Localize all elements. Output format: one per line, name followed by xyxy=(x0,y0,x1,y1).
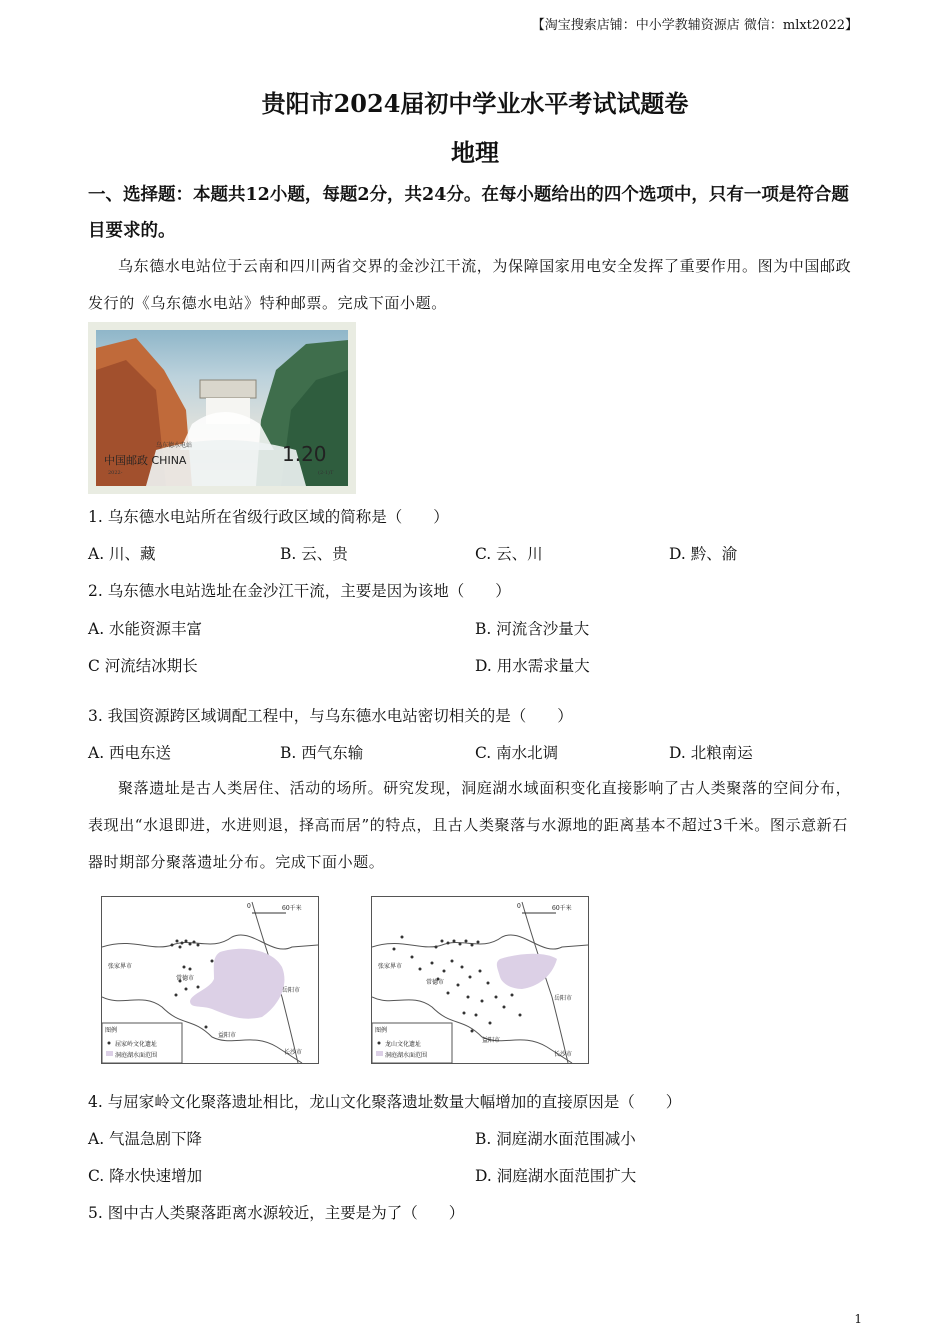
q4-option-d[interactable]: D. 洞庭湖水面范围扩大 xyxy=(475,1167,637,1185)
q3-option-c[interactable]: C. 南水北调 xyxy=(475,744,559,762)
map1-city-yueyang: 岳阳市 xyxy=(282,987,301,994)
map2-scale: 60千米 xyxy=(552,905,572,912)
stamp-code: (2-1)T xyxy=(318,470,334,476)
question-5: 5. 图中古人类聚落距离水源较近，主要是为了（ ） xyxy=(88,1204,465,1222)
map-longshan xyxy=(371,896,589,1064)
question-3: 3. 我国资源跨区域调配工程中，与乌东德水电站密切相关的是（ ） xyxy=(88,707,573,725)
q2-option-a[interactable]: A. 水能资源丰富 xyxy=(88,620,203,638)
stamp-caption: 乌东德水电站 xyxy=(156,442,193,449)
q1-option-c[interactable]: C. 云、川 xyxy=(475,545,543,563)
map1-city-changsha: 长沙市 xyxy=(284,1049,303,1056)
q2-option-b[interactable]: B. 河流含沙量大 xyxy=(475,620,590,638)
map1-scale-zero: 0 xyxy=(247,903,251,910)
map1-scale: 60千米 xyxy=(282,905,302,912)
question-4: 4. 与屈家岭文化聚落遗址相比，龙山文化聚落遗址数量大幅增加的直接原因是（ ） xyxy=(88,1093,682,1111)
map1-legend-lake: 洞庭湖水面范围 xyxy=(115,1052,158,1059)
map2-city-yiyang: 益阳市 xyxy=(482,1037,501,1044)
exam-title: 贵阳市2024届初中学业水平考试试题卷 xyxy=(261,89,689,118)
q4-option-c[interactable]: C. 降水快速增加 xyxy=(88,1167,203,1185)
q3-option-b[interactable]: B. 西气东输 xyxy=(280,744,364,762)
stamp-year: 2022- xyxy=(108,470,123,476)
q3-option-a[interactable]: A. 西电东送 xyxy=(88,744,172,762)
q1-option-d[interactable]: D. 黔、渝 xyxy=(669,545,738,563)
passage-hydropower: 乌东德水电站位于云南和四川两省交界的金沙江干流，为保障国家用电安全发挥了重要作用。图为中国邮政发行的《乌东德水电站》特种邮票。完成下面小题。 xyxy=(88,257,852,312)
question-2: 2. 乌东德水电站选址在金沙江干流，主要是因为该地（ ） xyxy=(88,582,511,600)
stamp-image xyxy=(88,322,356,494)
map1-legend-title: 图例 xyxy=(105,1027,118,1034)
map2-city-zhangjiajie: 张家界市 xyxy=(378,963,403,970)
map2-legend-site: 龙山文化遗址 xyxy=(385,1041,422,1048)
q4-option-a[interactable]: A. 气温急剧下降 xyxy=(88,1130,203,1148)
header-note: 【淘宝搜索店铺：中小学教辅资源店 微信：mlxt2022】 xyxy=(531,18,858,33)
map1-legend-site: 屈家岭文化遗址 xyxy=(115,1041,158,1048)
map2-city-changde: 常德市 xyxy=(426,979,445,986)
map1-city-yiyang: 益阳市 xyxy=(218,1032,237,1039)
q4-option-b[interactable]: B. 洞庭湖水面范围减小 xyxy=(475,1130,636,1148)
map1-city-zhangjiajie: 张家界市 xyxy=(108,963,133,970)
map1-city-changde: 常德市 xyxy=(176,975,195,982)
q1-option-a[interactable]: A. 川、藏 xyxy=(88,545,156,563)
stamp-postal: 中国邮政 CHINA xyxy=(104,454,187,467)
stamp-value: 1.20 xyxy=(282,442,327,466)
page-number: 1 xyxy=(854,1312,862,1326)
q2-option-c[interactable]: C 河流结冰期长 xyxy=(88,657,198,675)
section-heading: 一、选择题：本题共12小题，每题2分，共24分。在每小题给出的四个选项中，只有一项是符合题目要求的。 xyxy=(88,185,849,241)
passage-settlements: 聚落遗址是古人类居住、活动的场所。研究发现，洞庭湖水域面积变化直接影响了古人类聚落的空间分布，表现出“水退即进，水进则退，择高而居”的特点，且古人类聚落与水源地的距离基本不超过3千米。图示意新石器时期部分聚落遗址分布。完成下面小题。 xyxy=(88,779,852,871)
map2-city-changsha: 长沙市 xyxy=(554,1051,573,1058)
question-1: 1. 乌东德水电站所在省级行政区域的简称是（ ） xyxy=(88,508,449,526)
map2-legend-title: 图例 xyxy=(375,1027,388,1034)
q3-option-d[interactable]: D. 北粮南运 xyxy=(669,744,753,762)
q1-option-b[interactable]: B. 云、贵 xyxy=(280,545,348,563)
map2-city-yueyang: 岳阳市 xyxy=(554,995,573,1002)
map2-legend-lake: 洞庭湖水面范围 xyxy=(385,1052,428,1059)
map-qujialing xyxy=(101,896,319,1064)
map2-scale-zero: 0 xyxy=(517,903,521,910)
q2-option-d[interactable]: D. 用水需求量大 xyxy=(475,657,590,675)
subject-title: 地理 xyxy=(451,138,499,167)
